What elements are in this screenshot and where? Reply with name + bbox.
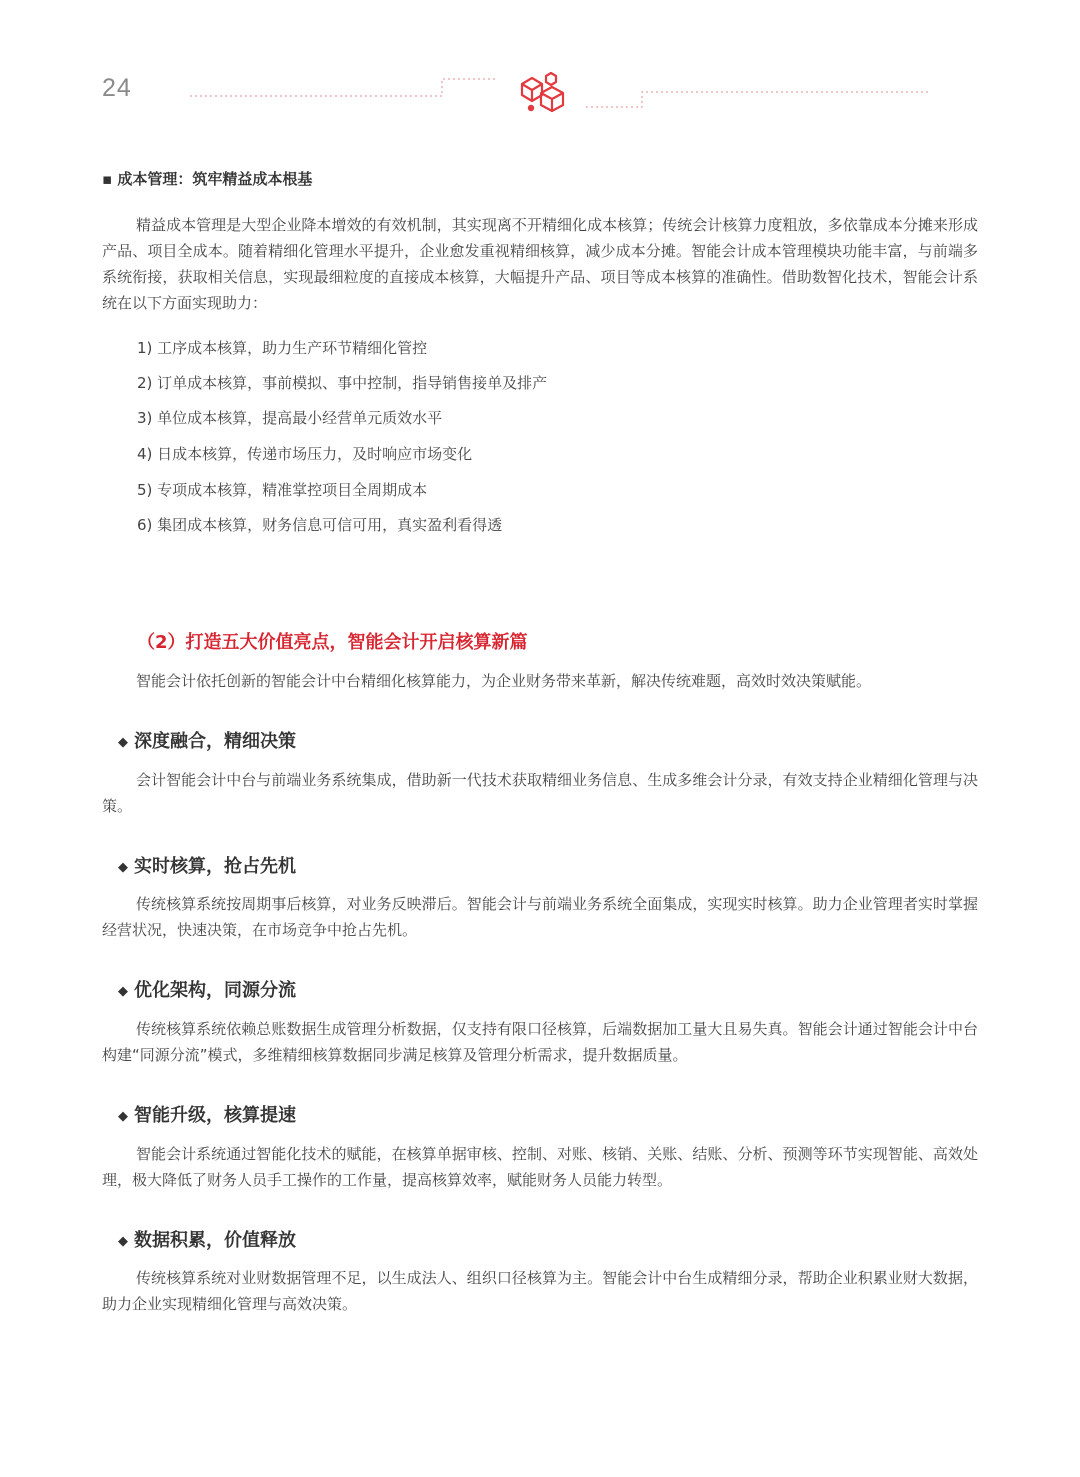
diamond-bullet-icon: ◆ — [118, 860, 128, 875]
diamond-bullet-icon: ◆ — [118, 735, 128, 750]
value-section-intro: 智能会计依托创新的智能会计中台精细化核算能力，为企业财务带来革新，解决传统难题，高效时效决策赋能。 — [136, 672, 872, 690]
cost-list-item: 5) 专项成本核算，精准掌控项目全周期成本 — [137, 481, 428, 499]
value-point-title: 智能升级，核算提速 — [134, 1105, 296, 1126]
header-decoration — [0, 0, 1080, 130]
cubes-dot-icon — [528, 105, 534, 111]
cost-section-intro-block — [102, 212, 978, 316]
header-dotted-line-left — [190, 79, 498, 96]
value-point-title: 实时核算，抢占先机 — [134, 856, 296, 877]
cost-section-heading: ▪ 成本管理：筑牢精益成本根基 — [102, 170, 313, 188]
value-point-body-block — [102, 891, 978, 943]
value-point-title: 优化架构，同源分流 — [134, 980, 296, 1001]
diamond-bullet-icon: ◆ — [118, 984, 128, 999]
value-point-body: 智能会计系统通过智能化技术的赋能，在核算单据审核、控制、对账、核销、关账、结账、分析、预测等环节实现智能、高效处理，极大降低了财务人员手工操作的工作量，提高核算效率，赋能财务人员能力转型。 — [102, 1145, 978, 1189]
value-point-body: 传统核算系统按周期事后核算，对业务反映滞后。智能会计与前端业务系统全面集成，实现实时核算。助力企业管理者实时掌握经营状况，快速决策，在市场竞争中抢占先机。 — [102, 895, 978, 939]
cost-list-item: 1) 工序成本核算，助力生产环节精细化管控 — [137, 339, 428, 357]
cubes-icon — [522, 73, 563, 111]
diamond-bullet-icon: ◆ — [118, 1234, 128, 1249]
value-point-title: 深度融合，精细决策 — [134, 731, 296, 752]
value-section-title: （2）打造五大价值亮点，智能会计开启核算新篇 — [137, 632, 528, 653]
value-point-heading — [118, 852, 296, 878]
cost-list-item: 2) 订单成本核算，事前模拟、事中控制，指导销售接单及排产 — [137, 374, 548, 392]
value-point-heading — [118, 1101, 296, 1127]
value-point-body: 传统核算系统对业财数据管理不足，以生成法人、组织口径核算为主。智能会计中台生成精细分录，帮助企业积累业财大数据，助力企业实现精细化管理与高效决策。 — [102, 1269, 978, 1313]
cost-list-item: 3) 单位成本核算，提高最小经营单元质效水平 — [137, 409, 443, 427]
diamond-bullet-icon: ◆ — [118, 1109, 128, 1124]
cost-section-intro: 精益成本管理是大型企业降本增效的有效机制，其实现离不开精细化成本核算；传统会计核算力度粗放，多依靠成本分摊来形成产品、项目全成本。随着精细化管理水平提升，企业愈发重视精细核算，减少成本分摊。智能会计成本管理模块功能丰富，与前端多系统衔接，获取相关信息，实现最细粒度的直接成本核算，大幅提升产品、项目等成本核算的准确性。借助数智化技术，智能会计系统在以下方面实现助力： — [102, 216, 978, 312]
page-number: 24 — [102, 74, 132, 102]
value-point-body-block — [102, 1141, 978, 1193]
value-point-heading — [118, 727, 296, 753]
value-point-body: 传统核算系统依赖总账数据生成管理分析数据，仅支持有限口径核算，后端数据加工量大且易失真。智能会计通过智能会计中台构建“同源分流”模式，多维精细核算数据同步满足核算及管理分析需求，提升数据质量。 — [102, 1020, 978, 1064]
value-point-body-block — [102, 767, 978, 819]
value-point-heading — [118, 976, 296, 1002]
value-section-intro-block — [102, 668, 978, 694]
header-dotted-line-right — [586, 92, 930, 107]
value-point-body-block — [102, 1265, 978, 1317]
value-point-heading — [118, 1226, 296, 1252]
value-point-body-block — [102, 1016, 978, 1068]
cost-list-item: 4) 日成本核算，传递市场压力，及时响应市场变化 — [137, 445, 473, 463]
value-point-body: 会计智能会计中台与前端业务系统集成，借助新一代技术获取精细业务信息、生成多维会计分录，有效支持企业精细化管理与决策。 — [102, 771, 978, 815]
value-point-title: 数据积累，价值释放 — [134, 1230, 296, 1251]
cost-list-item: 6) 集团成本核算，财务信息可信可用，真实盈利看得透 — [137, 516, 503, 534]
